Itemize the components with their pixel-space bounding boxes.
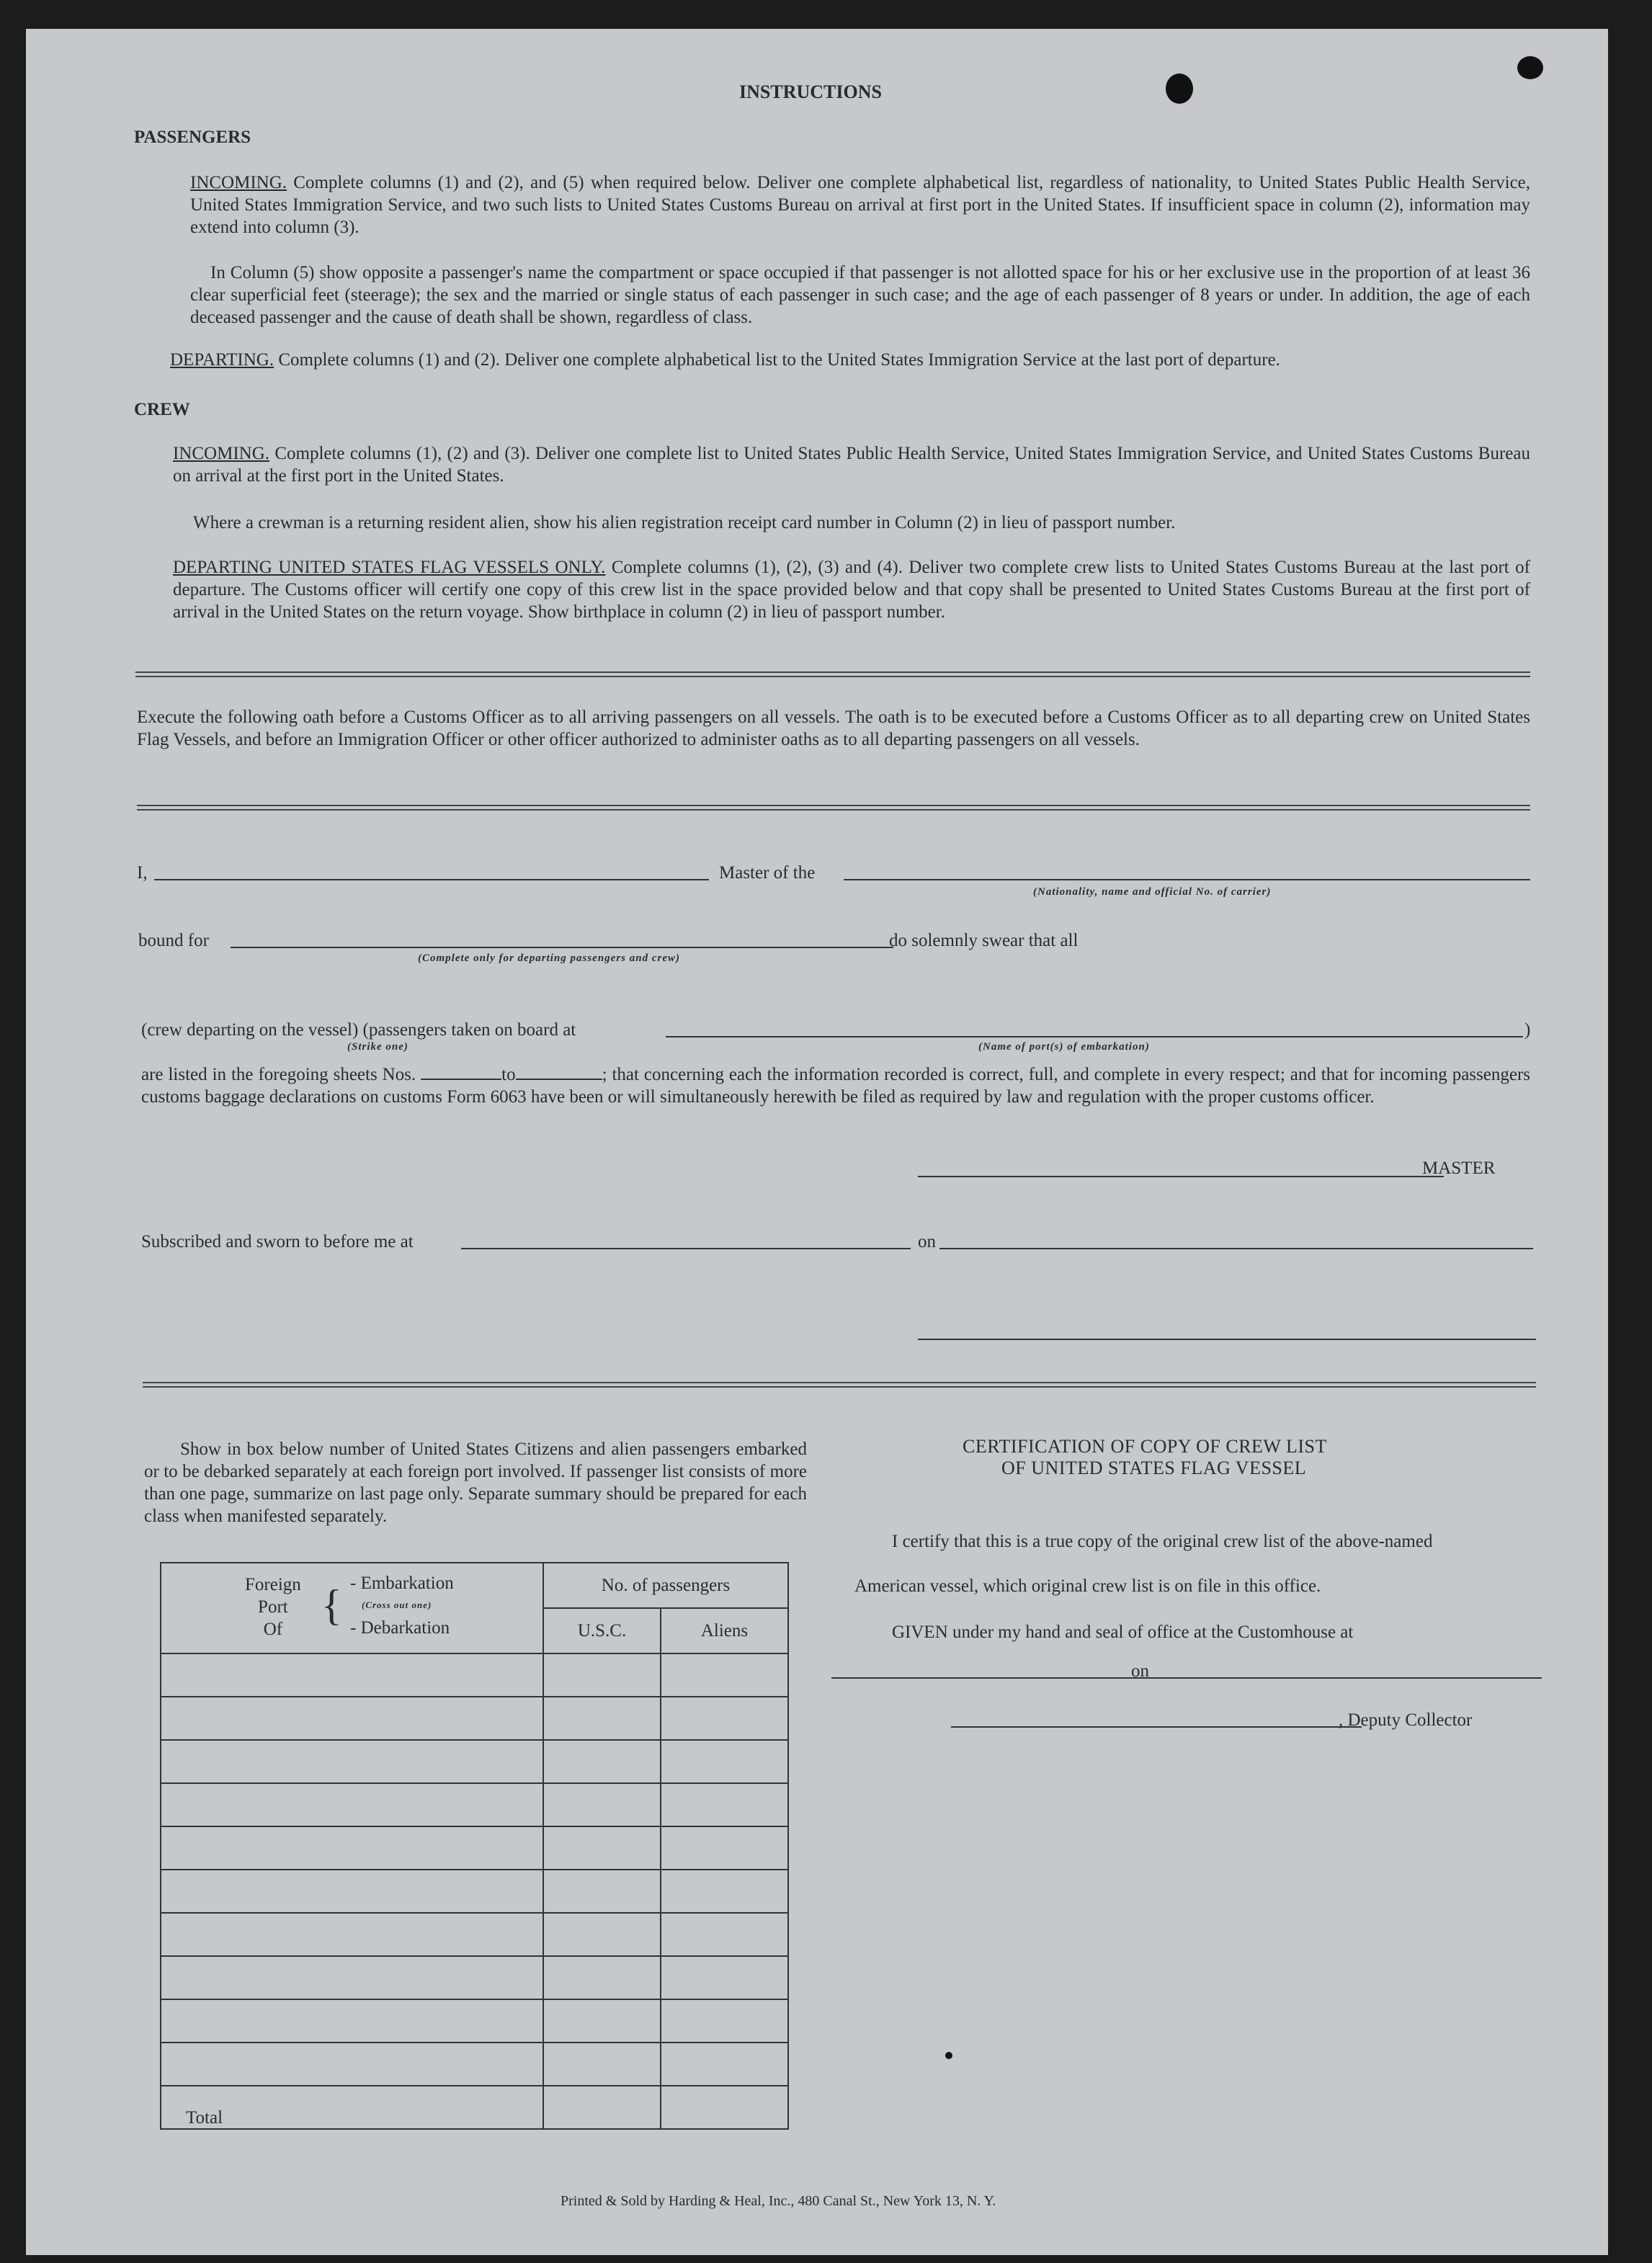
certification-date-field[interactable]	[1153, 1677, 1542, 1679]
crew-passengers-phrase: (crew departing on the vessel) (passengers taken on board at	[141, 1020, 576, 1040]
table-row	[161, 1783, 788, 1826]
certification-on-label: on	[1131, 1661, 1149, 1681]
certification-title-line1: CERTIFICATION OF COPY OF CREW LIST	[963, 1436, 1327, 1457]
section-divider	[137, 805, 1530, 811]
sheets-rest: ; that concerning each the information recorded is correct, full, and complete in every respect; and that for incoming passengers customs baggage declarations on customs Form 6063 have been or will simultaneously herewith be filed as required by law and regulation with the proper customs officer.	[141, 1065, 1530, 1107]
oath-instructions: Execute the following oath before a Customs Officer as to all arriving passengers on all vessels. The oath is to be executed before a Customs Officer as to all departing crew on United States Flag Vessels, and before an Immigration Officer or other officer authorized to administer oaths as to all departing passengers on all vessels.	[137, 708, 1530, 749]
passenger-summary-table	[160, 1562, 789, 2130]
passengers-departing-paragraph	[170, 349, 1530, 371]
debarkation-label: - Debarkation	[350, 1618, 450, 1638]
passengers-incoming-paragraph	[190, 171, 1530, 238]
deputy-collector-signature-field[interactable]	[951, 1726, 1362, 1728]
certify-line1: I certify that this is a true copy of the original crew list of the above-named	[892, 1532, 1433, 1551]
printer-footer: Printed & Sold by Harding & Heal, Inc., 480 Canal St., New York 13, N. Y.	[561, 2193, 996, 2209]
bound-for-field[interactable]	[231, 947, 893, 948]
table-row	[161, 1870, 788, 1913]
embarkation-port-field[interactable]	[666, 1036, 1523, 1037]
close-paren: )	[1524, 1020, 1531, 1040]
given-line: GIVEN under my hand and seal of office at the Customhouse at	[892, 1623, 1354, 1642]
sworn-place-field[interactable]	[461, 1248, 911, 1249]
customhouse-field[interactable]	[831, 1677, 1154, 1679]
ink-blot	[1517, 56, 1543, 79]
swear-text: do solemnly swear that all	[889, 931, 1079, 950]
summary-instructions: Show in box below number of United States Citizens and alien passengers embarked or to be debarked separately at each foreign port involved. If passenger list consists of more than one page, summarize on last page only. Separate summary should be prepared for each class when manifested separately.	[144, 1440, 807, 1526]
usc-header: U.S.C.	[543, 1608, 661, 1653]
crew-departing-paragraph	[173, 556, 1530, 623]
table-row	[161, 1740, 788, 1783]
table-row	[161, 1956, 788, 1999]
master-signature-field[interactable]	[918, 1176, 1444, 1177]
crew-incoming-paragraph	[173, 442, 1530, 487]
passengers-column5-paragraph: In Column (5) show opposite a passenger's name the compartment or space occupied if that passenger is not allotted space for his or her exclusive use in the proportion of at least 36 clear superficial feet (steerage); the sex and the married or single status of each passenger in such case; and the age of each passenger of 8 years or under. In addition, the age of each deceased passenger and the cause of death shall be shown, regardless of class.	[190, 263, 1530, 327]
sheet-to-field[interactable]	[516, 1064, 602, 1080]
section-divider	[135, 671, 1530, 677]
crew-departing-label: DEPARTING UNITED STATES FLAG VESSELS ONLY.	[173, 558, 606, 577]
table-row	[161, 2043, 788, 2086]
ink-dot	[945, 2052, 952, 2059]
carrier-field[interactable]	[844, 879, 1530, 880]
strike-caption: (Strike one)	[347, 1041, 408, 1053]
sheets-paragraph	[141, 1063, 1530, 1108]
brace-icon: {	[321, 1581, 342, 1629]
sheets-to: to	[501, 1065, 516, 1084]
sworn-on-label: on	[918, 1232, 936, 1251]
total-aliens-cell[interactable]	[661, 2086, 788, 2129]
sheet-from-field[interactable]	[421, 1064, 501, 1080]
port-caption: (Name of port(s) of embarkation)	[978, 1041, 1150, 1053]
passengers-incoming-label: INCOMING.	[190, 173, 287, 192]
bound-for-caption: (Complete only for departing passengers and crew)	[418, 952, 680, 964]
table-row	[161, 1653, 788, 1697]
carrier-caption: (Nationality, name and official No. of carrier)	[1033, 886, 1272, 898]
bound-for-label: bound for	[138, 931, 209, 950]
passengers-departing-label: DEPARTING.	[170, 350, 274, 370]
crew-incoming-label: INCOMING.	[173, 444, 270, 463]
crew-heading: CREW	[134, 400, 190, 419]
ink-blot	[1166, 73, 1193, 104]
section-divider	[143, 1382, 1536, 1388]
aliens-header: Aliens	[661, 1608, 788, 1653]
instructions-title: INSTRUCTIONS	[739, 81, 882, 102]
certify-line2: American vessel, which original crew list is on file in this office.	[854, 1576, 1321, 1596]
sworn-date-field[interactable]	[939, 1248, 1533, 1249]
certification-title-line2: OF UNITED STATES FLAG VESSEL	[1001, 1458, 1307, 1478]
passengers-heading: PASSENGERS	[134, 128, 251, 147]
foreign-port-header	[161, 1563, 543, 1653]
crew-incoming-text: Complete columns (1), (2) and (3). Deliver one complete list to United States Public Health Service, United States Immigration Service, and United States Customs Bureau on arrival at the first port in the United States.	[173, 444, 1530, 486]
port-label: Port	[258, 1597, 288, 1617]
master-name-field[interactable]	[154, 879, 709, 880]
master-label: MASTER	[1422, 1159, 1496, 1178]
embarkation-label: - Embarkation	[350, 1574, 454, 1593]
table-row	[161, 1913, 788, 1956]
of-label: Of	[263, 1620, 283, 1639]
crew-departing-text: Complete columns (1), (2), (3) and (4). Deliver two complete crew lists to United States Customs Bureau at the last port of departure. The Customs officer will certify one copy of this crew list in the space provided below and that copy shall be presented to United States Customs Bureau at the first port of arrival in the United States on the return voyage. Show birthplace in column (2) in lieu of passport number.	[173, 558, 1530, 622]
passengers-incoming-text: Complete columns (1) and (2), and (5) when required below. Deliver one complete alphabetical list, regardless of nationality, to United States Public Health Service, United States Immigration Service, and two such lists to United States Customs Bureau on arrival at first port in the United States. If insufficient space in column (2), information may extend into column (3).	[190, 173, 1531, 237]
master-of-the-label: Master of the	[719, 863, 816, 883]
no-of-passengers-header: No. of passengers	[543, 1563, 788, 1608]
foreign-label: Foreign	[245, 1575, 301, 1594]
table-row	[161, 1697, 788, 1740]
total-label: Total	[161, 2086, 543, 2129]
total-usc-cell[interactable]	[543, 2086, 661, 2129]
table-row	[161, 1999, 788, 2043]
subscribed-label: Subscribed and sworn to before me at	[141, 1232, 414, 1251]
passengers-departing-text: Complete columns (1) and (2). Deliver one complete alphabetical list to the United States Immigration Service at the last port of departure.	[278, 350, 1280, 370]
i-label: I,	[137, 863, 148, 883]
total-row	[161, 2086, 788, 2129]
cross-out-caption: (Cross out one)	[362, 1599, 432, 1610]
deputy-collector-label: , Deputy Collector	[1339, 1710, 1473, 1730]
officer-signature-field[interactable]	[918, 1339, 1536, 1340]
sheets-prefix: are listed in the foregoing sheets Nos.	[141, 1065, 416, 1084]
table-row	[161, 1826, 788, 1870]
crew-resident-paragraph: Where a crewman is a returning resident alien, show his alien registration receipt card number in Column (2) in lieu of passport number.	[193, 513, 1176, 532]
